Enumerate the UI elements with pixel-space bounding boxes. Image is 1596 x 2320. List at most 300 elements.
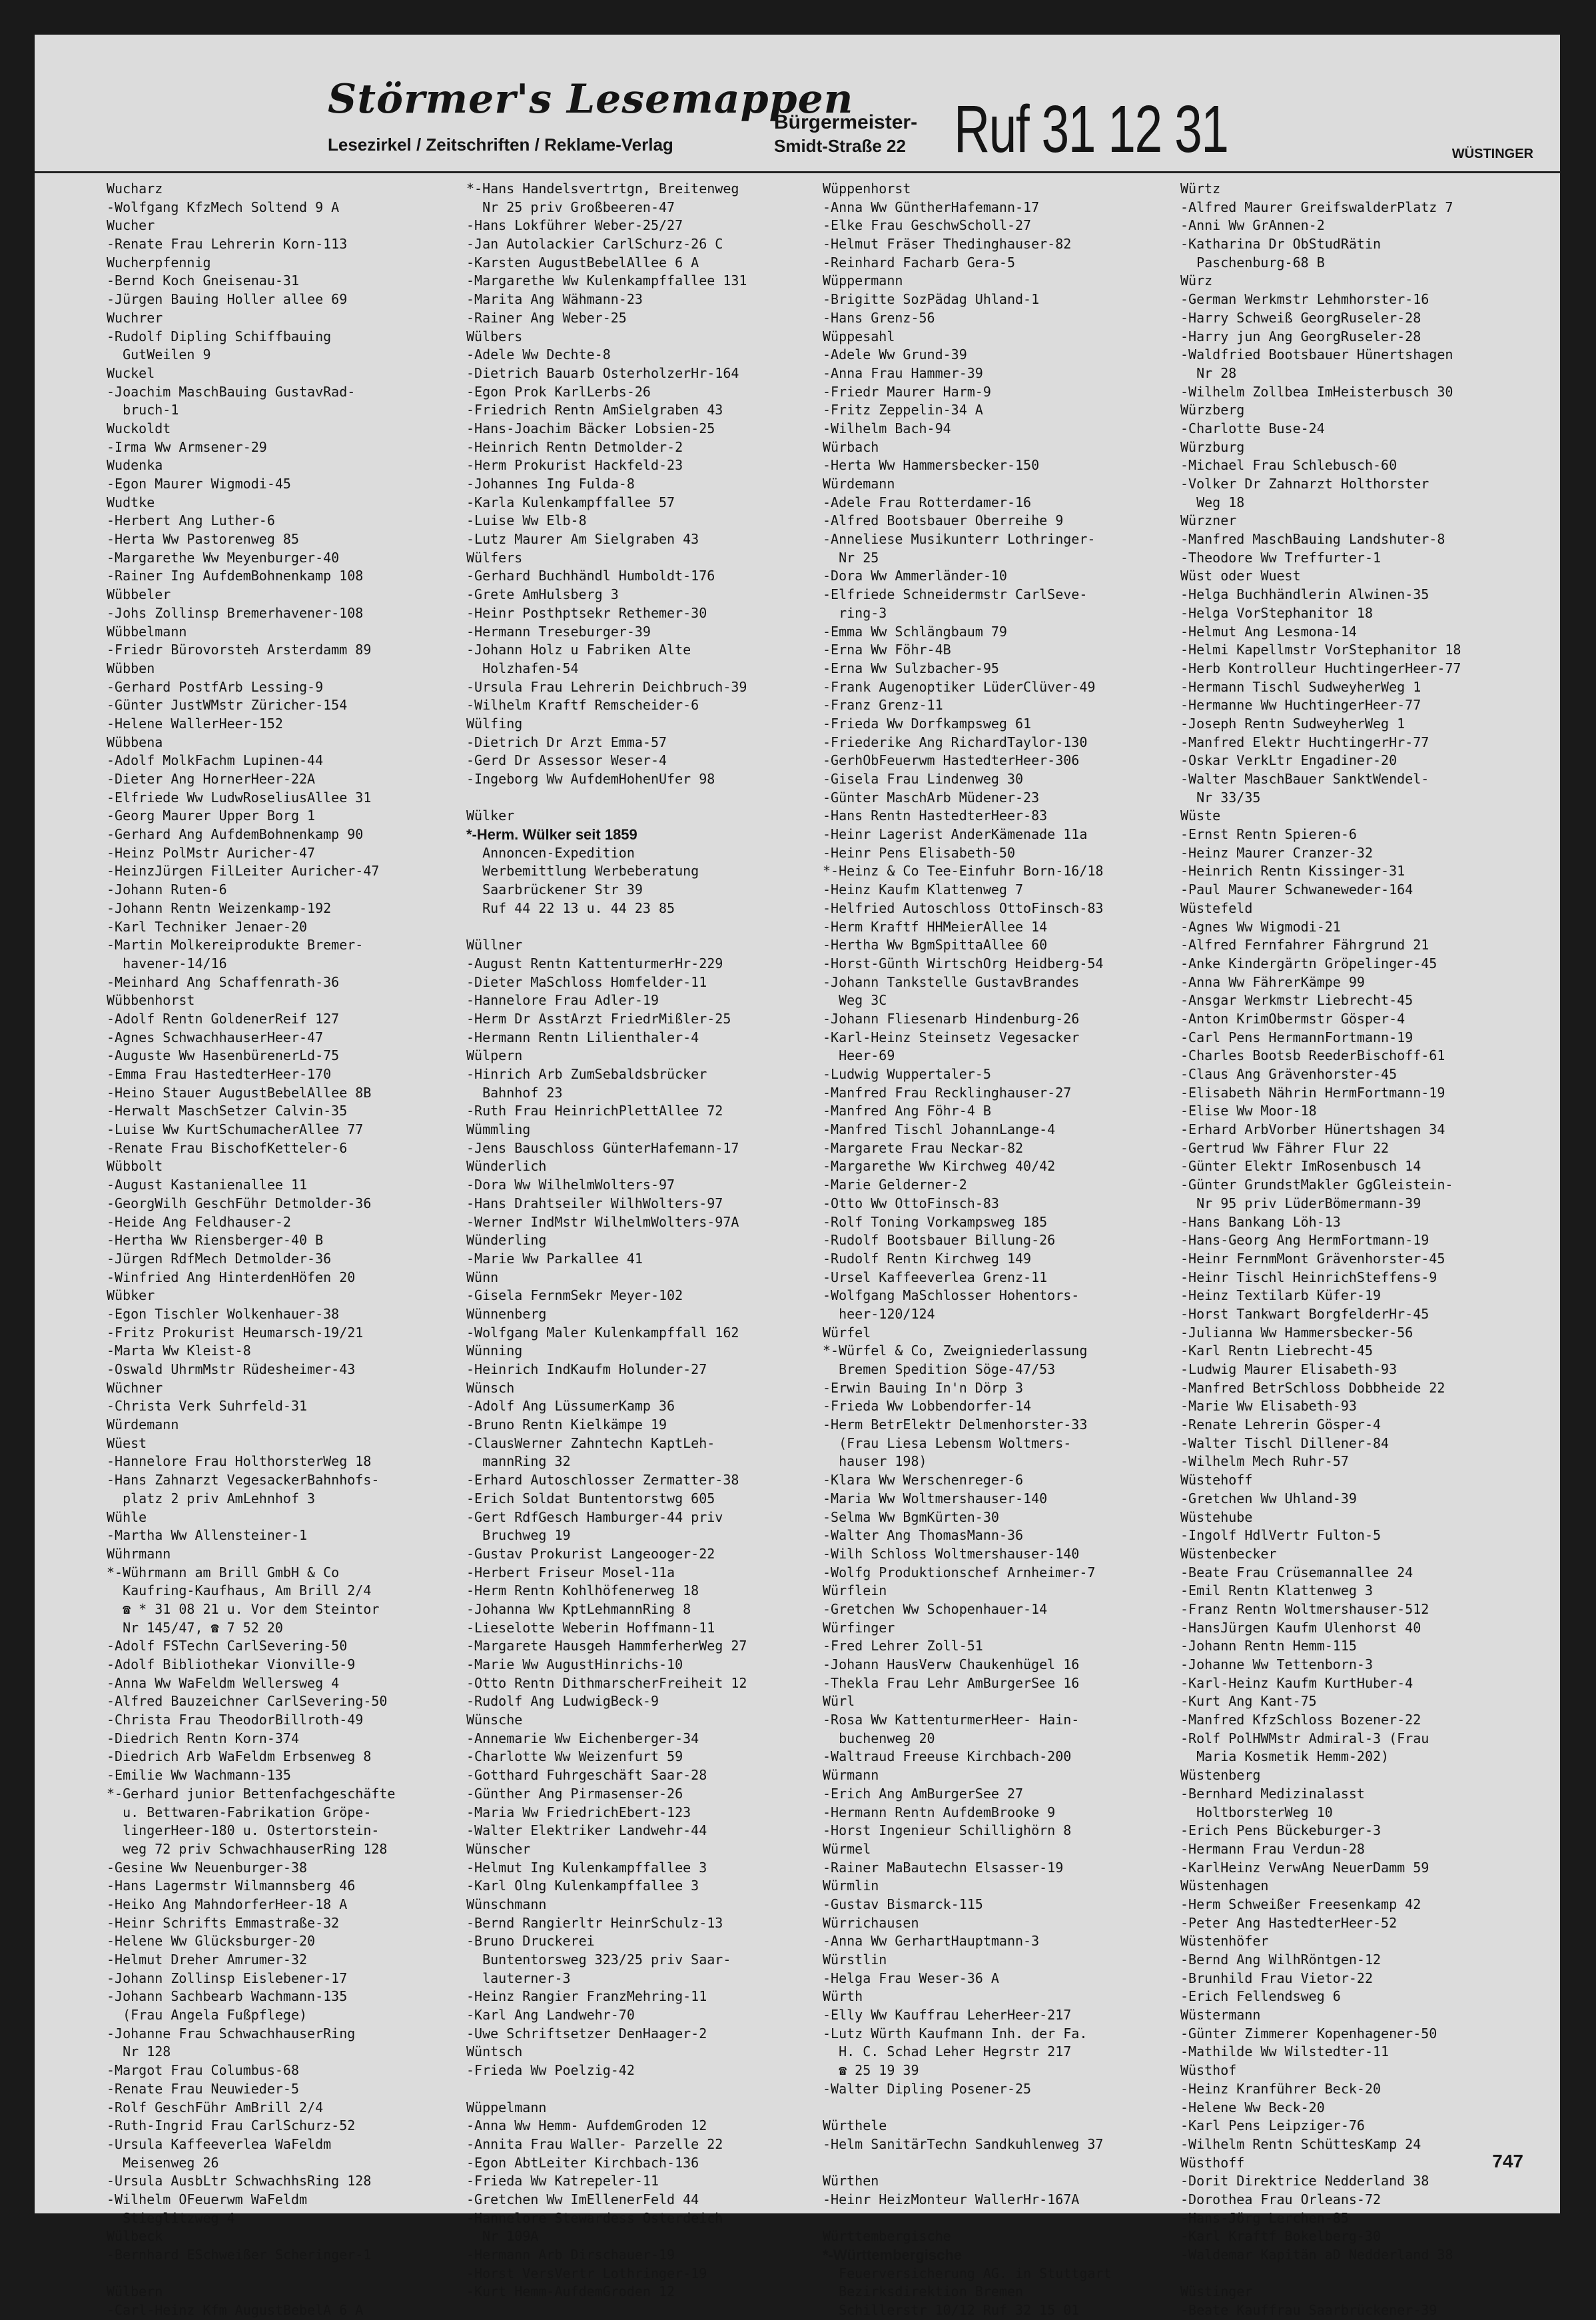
directory-entry: -Johanna Ww KptLehmannRing 8 xyxy=(466,1600,691,1617)
directory-entry: -Martha Ww Allensteiner-1 xyxy=(107,1527,308,1544)
directory-entry: -Hans Rentn HastedterHeer-83 xyxy=(823,808,1048,824)
directory-entry: -Hannelore Frau Adler-19 xyxy=(466,992,659,1009)
directory-entry: Wüppermann xyxy=(823,273,903,289)
directory-entry: -Helm SanitärTechn Sandkuhlenweg 37 xyxy=(823,2135,1104,2152)
directory-entry: -Helmut Dreher Amrumer-32 xyxy=(107,1952,308,1968)
directory-entry: -Adolf Rentn GoldenerReif 127 xyxy=(107,1010,340,1027)
directory-entry: -Egon Tischler Wolkenhauer-38 xyxy=(107,1305,340,1322)
directory-entry: -Friederike Ang RichardTaylor-130 xyxy=(823,734,1088,750)
directory-entry: -Emma Frau HastedterHeer-170 xyxy=(107,1066,332,1082)
directory-entry: -Karl Rentn Liebrecht-45 xyxy=(1180,1343,1373,1359)
directory-entry: -Erna Ww Föhr-4B xyxy=(823,642,951,658)
directory-entry: -Frieda Ww Lobbendorfer-14 xyxy=(823,1398,1032,1415)
directory-entry: Meisenweg 26 xyxy=(107,2154,219,2171)
directory-entry: -Günter GrundstMakler GgGleistein- xyxy=(1180,1177,1453,1193)
directory-entry: Wudenka xyxy=(107,457,163,474)
directory-entry: Nr 33/35 xyxy=(1180,789,1261,806)
directory-entry: -Elise Ww Moor-18 xyxy=(1180,1103,1317,1119)
directory-entry: *-Wührmann am Brill GmbH & Co xyxy=(107,1564,340,1580)
directory-entry: *-Gerhard junior Bettenfachgeschäfte xyxy=(107,1785,396,1802)
directory-entry: -Helmut Ang Lesmona-14 xyxy=(1180,623,1357,640)
directory-entry: Wübbelmann xyxy=(107,623,187,640)
directory-entry: -Otto Ww OttoFinsch-83 xyxy=(823,1195,999,1211)
directory-entry: weg 72 priv SchwachhauserRing 128 xyxy=(107,1840,388,1857)
directory-entry: buchenweg 20 xyxy=(823,1730,935,1746)
directory-entry: -Reinhard Facharb Gera-5 xyxy=(823,254,1015,271)
directory-entry: -Karl Pens Leipziger-76 xyxy=(1180,2117,1365,2134)
directory-entry: -Wolfg Produktionschef Arnheimer-7 xyxy=(823,1564,1096,1580)
directory-entry: -Oswald UhrmMstr Rüdesheimer-43 xyxy=(107,1361,356,1377)
directory-entry: -Marie Ww AugustHinrichs-10 xyxy=(466,1656,683,1672)
directory-entry: -Margarete Frau Neckar-82 xyxy=(823,1139,1024,1156)
directory-entry: -Agnes SchwachhauserHeer-47 xyxy=(107,1029,324,1045)
directory-entry: -Annita Frau Waller- Parzelle 22 xyxy=(466,2135,723,2152)
directory-entry: -Gisela Frau Lindenweg 30 xyxy=(823,771,1024,787)
directory-entry: -Marta Ww Kleist-8 xyxy=(107,1343,251,1359)
directory-entry: Würtz xyxy=(1180,181,1221,197)
directory-entry: -Frieda Ww Dorfkampsweg 61 xyxy=(823,715,1032,732)
directory-entry: Weg 18 xyxy=(1180,494,1245,510)
directory-entry: -Hertha Ww Riensberger-40 B xyxy=(107,1232,324,1249)
directory-entry: Wülbern xyxy=(107,2283,163,2300)
directory-entry: -Wilh Schloss Woltmershauser-140 xyxy=(823,1545,1080,1562)
directory-entry: Paschenburg-68 B xyxy=(1180,254,1325,271)
directory-entry: -Adolf MolkFachm Lupinen-44 xyxy=(107,752,324,769)
directory-entry: -Rudolf Ang LudwigBeck-9 xyxy=(466,1693,659,1710)
directory-entry: -ClausWerner Zahntechn KaptLeh- xyxy=(466,1435,715,1451)
directory-entry: -Helene Ww Glücksburger-20 xyxy=(107,1933,316,1950)
directory-entry: Wüstenhagen xyxy=(1180,1878,1269,1894)
directory-entry: -Rolf GeschFühr AmBrill 2/4 xyxy=(107,2099,324,2115)
directory-entry: -Anke Kindergärtn Gröpelinger-45 xyxy=(1180,955,1437,971)
directory-entry: -Rosa Ww KattenturmerHeer- Hain- xyxy=(823,1712,1080,1728)
directory-entry: -Marie Gelderner-2 xyxy=(823,1177,967,1193)
directory-entry: -Elfriede Ww LudwRoseliusAllee 31 xyxy=(107,789,372,806)
directory-entry: -Herm Rentn Kohlhöfenerweg 18 xyxy=(466,1582,699,1599)
directory-entry: Wülfing xyxy=(466,715,523,732)
directory-entry: -Renate Frau BischofKetteler-6 xyxy=(107,1139,348,1156)
directory-entry: -August Rentn KattenturmerHr-229 xyxy=(466,955,723,971)
directory-entry: mannRing 32 xyxy=(466,1453,571,1470)
directory-entry: *-Hans Handelsvertrtgn, Breitenweg xyxy=(466,181,739,197)
directory-entry: -Manfred Elektr HuchtingerHr-77 xyxy=(1180,734,1429,750)
publisher-address-line2: Smidt-Straße 22 xyxy=(774,136,906,156)
directory-entry: Wüstenbecker xyxy=(1180,1545,1277,1562)
directory-entry: -Manfred Frau Recklinghauser-27 xyxy=(823,1084,1072,1101)
directory-entry: -Georg Maurer Upper Borg 1 xyxy=(107,808,316,824)
directory-entry: -Jürgen RdfMech Detmolder-36 xyxy=(107,1250,332,1267)
directory-entry: u. Bettwaren-Fabrikation Gröpe- xyxy=(107,1804,372,1820)
directory-entry: Wüchner xyxy=(107,1379,163,1396)
directory-entry: -Franz Grenz-11 xyxy=(823,697,943,714)
directory-entry: -Gotthard Fuhrgeschäft Saar-28 xyxy=(466,1767,707,1784)
directory-entry: -Rudolf Dipling Schiffbauing xyxy=(107,328,332,344)
directory-entry: Wülfers xyxy=(466,549,523,566)
directory-entry: *-Würfel & Co, Zweigniederlassung xyxy=(823,1343,1088,1359)
directory-entry: -Luise Ww KurtSchumacherAllee 77 xyxy=(107,1121,364,1138)
directory-entry: Würzner xyxy=(1180,512,1237,529)
directory-entry: -Günter MaschArb Müdener-23 xyxy=(823,789,1040,806)
directory-entry: Heer-69 xyxy=(823,1047,895,1064)
directory-entry: -Heinz PolMstr Auricher-47 xyxy=(107,844,316,861)
directory-entry: -Johann Rentn Weizenkamp-192 xyxy=(107,899,332,916)
directory-entry: -Manfred KfzSchloss Bozener-22 xyxy=(1180,1712,1421,1728)
directory-entry: -Winfried Ang HinterdenHöfen 20 xyxy=(107,1269,356,1285)
directory-entry: Wülker xyxy=(466,808,515,824)
directory-entry: Wucherpfennig xyxy=(107,254,211,271)
directory-entry: -Egon Maurer Wigmodi-45 xyxy=(107,476,291,492)
directory-entry: -Volker Dr Zahnarzt Holthorster xyxy=(1180,476,1429,492)
directory-entry: Holzhafen-54 xyxy=(466,660,579,676)
directory-entry: -Helmi Kapellmstr VorStephanitor 18 xyxy=(1180,642,1461,658)
directory-entry: -Waltraud Freeuse Kirchbach-200 xyxy=(823,1748,1072,1765)
directory-entry: Wuckel xyxy=(107,364,155,381)
directory-entry: -Diedrich Arb WaFeldm Erbsenweg 8 xyxy=(107,1748,372,1765)
directory-entry: -Heinrich Rentn Kissinger-31 xyxy=(1180,863,1405,879)
directory-entry: -Günter Zimmerer Kopenhagener-50 xyxy=(1180,2025,1437,2041)
directory-entry: Annoncen-Expedition xyxy=(466,844,635,861)
directory-entry: -Ruth-Ingrid Frau CarlSchurz-52 xyxy=(107,2117,356,2134)
directory-entry: -Herbert Ang Luther-6 xyxy=(107,512,275,529)
directory-entry: -Bruno Druckerei xyxy=(466,1933,595,1950)
directory-entry: -Elke Frau GeschwScholl-27 xyxy=(823,217,1032,234)
directory-entry: -Christa Frau TheodorBillroth-49 xyxy=(107,1712,364,1728)
directory-entry: Wudtke xyxy=(107,494,155,510)
directory-entry: Wucharz xyxy=(107,181,163,197)
directory-entry: -Heinr Posthptsekr Rethemer-30 xyxy=(466,604,707,621)
directory-entry: -Maria Ww Woltmershauser-140 xyxy=(823,1490,1048,1506)
directory-entry: -Johannes Ing Fulda-8 xyxy=(466,476,635,492)
directory-entry: -Walter Elektriker Landwehr-44 xyxy=(466,1822,707,1839)
directory-entry: *-Württembergische xyxy=(823,2247,963,2263)
directory-entry: -Auguste Ww HasenbürenerLd-75 xyxy=(107,1047,340,1064)
directory-entry: -Hans-Joachim Bäcker Lobsien-25 xyxy=(466,420,715,436)
directory-entry: -Rudolf Rentn Kirchweg 149 xyxy=(823,1250,1032,1267)
directory-entry: Buntentorsweg 323/25 priv Saar- xyxy=(466,1952,731,1968)
directory-entry: -Diedrich Rentn Korn-374 xyxy=(107,1730,299,1746)
directory-entry: -Oskar VerkLtr Engadiner-20 xyxy=(1180,752,1397,769)
directory-entry xyxy=(466,2080,813,2099)
directory-entry: -Karl Kraftf Bokelberg-30 xyxy=(1180,2228,1382,2245)
directory-entry: -Emilie Ww Wachmann-135 xyxy=(107,1767,291,1784)
directory-entry: Wüsthoff xyxy=(1180,2154,1245,2171)
directory-entry: -Johann Fliesenarb Hindenburg-26 xyxy=(823,1010,1080,1027)
directory-entry: Würstlin xyxy=(823,1952,887,1968)
directory-entry: Wübker xyxy=(107,1287,155,1304)
directory-entry: Würthele xyxy=(823,2117,887,2134)
directory-entry: -Ursula Frau Lehrerin Deichbruch-39 xyxy=(466,678,747,695)
directory-entry: -Jens Bauschloss GünterHafemann-17 xyxy=(466,1139,739,1156)
directory-entry: -Johann Zollinsp Eislebener-17 xyxy=(107,1970,348,1986)
directory-entry: -Hermann Rentn Lilienthaler-4 xyxy=(466,1029,699,1045)
directory-entry: -Adele Ww Grund-39 xyxy=(823,346,967,363)
directory-entry: -Friedrich Rentn AmSielgraben 43 xyxy=(466,402,723,418)
directory-entry xyxy=(1180,2265,1527,2283)
directory-entry: -Waldfried Bootsbauer Hünertshagen xyxy=(1180,346,1453,363)
directory-entry: -Uwe Schriftsetzer DenHaager-2 xyxy=(466,2025,707,2041)
directory-entry: Würl xyxy=(823,1693,855,1710)
directory-entry: -Gerhard PostfArb Lessing-9 xyxy=(107,678,324,695)
directory-entry: -Elly Ww Kauffrau LeherHeer-217 xyxy=(823,2007,1072,2024)
directory-entry: -Beate Kauffrau Saarbrückener-39 xyxy=(1180,2302,1437,2319)
directory-entry: -Rainer Ing AufdemBohnenkamp 108 xyxy=(107,568,364,584)
directory-entry: Würdemann xyxy=(823,476,895,492)
directory-entry: -Hermann Arb Dirschauer-19 xyxy=(466,2247,675,2263)
directory-entry: -Beate Frau Crüsemannallee 24 xyxy=(1180,1564,1413,1580)
directory-entry: -Paul Maurer Schwaneweder-164 xyxy=(1180,881,1413,898)
directory-entry: -Anna Ww GüntherHafemann-17 xyxy=(823,199,1040,215)
directory-entry: -Karl Ang Landwehr-70 xyxy=(466,2007,635,2024)
directory-entry: Wüstenberg xyxy=(1180,1767,1261,1784)
directory-entry: -Gerhard Ang AufdemBohnenkamp 90 xyxy=(107,826,364,843)
directory-entry: -Heinr Pens Elisabeth-50 xyxy=(823,844,1015,861)
directory-entry: -Dora Ww WilhelmWolters-97 xyxy=(466,1177,675,1193)
directory-entry: -Hermann Rentn AufdemBrooke 9 xyxy=(823,1804,1056,1820)
directory-entry: -Herbert Friseur Mosel-11a xyxy=(466,1564,675,1580)
directory-entry: -Helmut Ing Kulenkampffallee 3 xyxy=(466,1859,707,1876)
directory-entry: Wübbolt xyxy=(107,1158,163,1175)
directory-entry: -Günther Ang Pirmasenser-26 xyxy=(466,1785,683,1802)
directory-entry: Schillerstr 10/12 Ruf 32 15 01 xyxy=(823,2302,1080,2319)
directory-entry: -Hans-Georg Ang HermFortmann-19 xyxy=(1180,1232,1429,1249)
directory-entry: -Erich Pens Bückeburger-3 xyxy=(1180,1822,1382,1839)
directory-entry: -Renate Frau Neuwieder-5 xyxy=(107,2080,299,2097)
directory-entry: -Alfred Fernfahrer Fährgrund 21 xyxy=(1180,937,1429,953)
directory-entry xyxy=(823,2099,1169,2117)
directory-entry: -Hans Drahtseiler WilhWolters-97 xyxy=(466,1195,723,1211)
directory-entry: -Anna Frau Hammer-39 xyxy=(823,364,983,381)
directory-entry: -Hermann Frau Verdun-28 xyxy=(1180,1840,1365,1857)
directory-entry: -Gesine Ww Neuenburger-38 xyxy=(107,1859,308,1876)
directory-entry: -Alfred Bootsbauer Oberreihe 9 xyxy=(823,512,1064,529)
directory-entry: Wünnenberg xyxy=(466,1305,547,1322)
directory-entry: -Helga Buchhändlerin Alwinen-35 xyxy=(1180,586,1429,603)
directory-entry: -Erna Ww Sulzbacher-95 xyxy=(823,660,999,676)
directory-entry: Wüppesahl xyxy=(823,328,895,344)
directory-entry: -Heinr HeizMonteur WallerHr-167A xyxy=(823,2191,1080,2207)
directory-entry: Wünsch xyxy=(466,1379,515,1396)
directory-entry: -Gretchen Ww ImEllenerFeld 44 xyxy=(466,2191,699,2207)
directory-entry: Bremen Spedition Söge-47/53 xyxy=(823,1361,1056,1377)
directory-entry: -GerhObFeuerwm HastedterHeer-306 xyxy=(823,752,1080,769)
directory-entry: Würthen xyxy=(823,2173,879,2189)
directory-entry: -Johann Holz u Fabriken Alte xyxy=(466,642,691,658)
directory-entry: Wucher xyxy=(107,217,155,234)
directory-entry: H. C. Schad Leher Hegrstr 217 xyxy=(823,2043,1072,2060)
directory-entry: -Jürgen Bauing Holler allee 69 xyxy=(107,291,348,308)
directory-entry: ☎ 25 19 39 xyxy=(823,2062,919,2079)
directory-entry: Wünning xyxy=(466,1343,523,1359)
directory-column-1 xyxy=(107,180,453,2319)
directory-entry: -Heinz Kaufm Klattenweg 7 xyxy=(823,881,1024,898)
directory-entry: -Carl Pens HermannFortmann-19 xyxy=(1180,1029,1413,1045)
directory-entry: -Heinr Schrifts Emmastraße-32 xyxy=(107,1914,340,1931)
directory-entry: -Agnes Ww Wigmodi-21 xyxy=(1180,918,1341,935)
directory-entry: -Adolf Bibliothekar Vionville-9 xyxy=(107,1656,356,1672)
directory-entry: -Hans Lagermstr Wilmannsberg 46 xyxy=(107,1878,356,1894)
directory-entry: -HeinzJürgen FilLeiter Auricher-47 xyxy=(107,863,380,879)
directory-entry: -Rainer Ang Weber-25 xyxy=(466,309,627,326)
directory-entry: -Anton KrimObermstr Gösper-4 xyxy=(1180,1010,1405,1027)
directory-entry: Würz xyxy=(1180,273,1213,289)
directory-entry: -Margarethe Ww Kirchweg 40/42 xyxy=(823,1158,1056,1175)
page-number: 747 xyxy=(1492,2151,1523,2171)
directory-entry: -Johs Zollinsp Bremerhavener-108 xyxy=(107,604,364,621)
directory-entry: Würmel xyxy=(823,1840,871,1857)
directory-entry: -Ursula Kaffeeverlea WaFeldm xyxy=(107,2135,332,2152)
directory-entry: -Wilhelm Kraftf Remscheider-6 xyxy=(466,697,699,714)
publisher-address-line1: Bürgermeister- xyxy=(774,111,918,133)
directory-entry: -Grete AmHulsberg 3 xyxy=(466,586,619,603)
directory-entry: -Gertrud Ww Fährer Flur 22 xyxy=(1180,1139,1390,1156)
directory-entry: Wübben xyxy=(107,660,155,676)
directory-entry: Wüppelmann xyxy=(466,2099,547,2115)
directory-entry: -Herm BetrElektr Delmenhorster-33 xyxy=(823,1417,1088,1433)
directory-entry: -Helene WallerHeer-152 xyxy=(107,715,283,732)
directory-entry: -Ruth Frau HeinrichPlettAllee 72 xyxy=(466,1103,723,1119)
directory-entry: -Margarethe Ww Meyenburger-40 xyxy=(107,549,340,566)
directory-entry: -Ludwig Wuppertaler-5 xyxy=(823,1066,991,1082)
directory-entry: -Herb Kontrolleur HuchtingerHeer-77 xyxy=(1180,660,1461,676)
directory-entry: -Hermann Tischl SudweyherWeg 1 xyxy=(1180,678,1421,695)
directory-entry: -Bernhard Medizinalasst xyxy=(1180,1785,1365,1802)
directory-entry: -Rolf PolHWMstr Admiral-3 (Frau xyxy=(1180,1730,1429,1746)
directory-entry: -Wilhelm Rentn SchüttesKamp 24 xyxy=(1180,2135,1421,2152)
directory-entry: -Karsten AugustBebelAllee 6 A xyxy=(466,254,699,271)
directory-entry: -Egon AbtLeiter Kirchbach-136 xyxy=(466,2154,699,2171)
directory-entry: -Heide Ang Feldhauser-2 xyxy=(107,1213,291,1230)
directory-entry: -Wilhelm Zollbea ImHeisterbusch 30 xyxy=(1180,383,1453,400)
directory-entry: -Ansgar Werkmstr Liebrecht-45 xyxy=(1180,992,1413,1009)
directory-entry: -Werner IndMstr WilhelmWolters-97A xyxy=(466,1213,739,1230)
directory-entry: -Hans Zahnarzt VegesackerBahnhofs- xyxy=(107,1472,380,1488)
directory-entry: Wüstenhöfer xyxy=(1180,1933,1269,1950)
directory-entry: lingerHeer-180 u. Ostertorstein- xyxy=(107,1822,380,1839)
directory-entry: -Dieter Ang HornerHeer-22A xyxy=(107,771,316,787)
directory-entry: -Margot Frau Columbus-68 xyxy=(107,2062,299,2079)
directory-entry: -Lieselotte Weberin Hoffmann-11 xyxy=(466,1619,715,1636)
directory-entry: -Hertha Ww BgmSpittaAllee 60 xyxy=(823,937,1048,953)
directory-entry: Würrichausen xyxy=(823,1914,919,1931)
directory-entry: -Klara Ww Werschenreger-6 xyxy=(823,1472,1024,1488)
directory-entry: -Franz Rentn Woltmershauser-512 xyxy=(1180,1600,1429,1617)
directory-entry: Wuckoldt xyxy=(107,420,171,436)
directory-entry: Würmann xyxy=(823,1767,879,1784)
directory-entry: -Mathilde Ww Wilstedter-11 xyxy=(1180,2043,1390,2060)
directory-entry: -Irma Ww Armsener-29 xyxy=(107,438,267,455)
directory-entry: -Marita Ang Wähmann-23 xyxy=(466,291,643,308)
directory-entry: -Fred Lehrer Zoll-51 xyxy=(823,1638,983,1654)
directory-entry: -Elisabeth Nährin HermFortmann-19 xyxy=(1180,1084,1445,1101)
directory-entry: Wülbers xyxy=(466,328,523,344)
directory-entry: -Helfried Autoschloss OttoFinsch-83 xyxy=(823,899,1104,916)
directory-entry: HoltborsterWeg 10 xyxy=(1180,1804,1333,1820)
directory-entry: -Hans Lokführer Weber-25/27 xyxy=(466,217,683,234)
directory-entry: -Bernd Ang WilhRöntgen-12 xyxy=(1180,1952,1382,1968)
directory-entry: -Hannelore Stewardess Osterdeich xyxy=(466,2209,723,2226)
directory-entry: -Karl-Heinz Steinsetz Vegesacker xyxy=(823,1029,1080,1045)
directory-entry: -Karla Kulenkampffallee 57 xyxy=(466,494,675,510)
directory-entry: -Ludwig Maurer Elisabeth-93 xyxy=(1180,1361,1397,1377)
directory-entry: -Selma Ww BgmKürten-30 xyxy=(823,1508,999,1525)
directory-entry: Wüstinger xyxy=(1180,2283,1253,2300)
directory-entry: -Elfriede Schneidermstr CarlSeve- xyxy=(823,586,1088,603)
directory-entry: -Wilhelm Bach-94 xyxy=(823,420,951,436)
directory-entry: -Egon Prok KarlLerbs-26 xyxy=(466,383,651,400)
directory-entry: heer-120/124 xyxy=(823,1305,935,1322)
directory-entry: -Charles Bootsb ReederBischoff-61 xyxy=(1180,1047,1445,1064)
directory-entry: -Gerd Dr Assessor Weser-4 xyxy=(466,752,667,769)
directory-entry: -Charlotte Ww Weizenfurt 59 xyxy=(466,1748,683,1765)
directory-entry: Kaufring-Kaufhaus, Am Brill 2/4 xyxy=(107,1582,372,1599)
directory-entry: -Manfred MaschBauing Landshuter-8 xyxy=(1180,531,1445,548)
directory-entry: -Johann Ruten-6 xyxy=(107,881,227,898)
directory-entry: -Heinz Rangier FranzMehring-11 xyxy=(466,1988,707,2005)
directory-entry: -Frieda Ww Poelzig-42 xyxy=(466,2062,635,2079)
directory-entry: -Horst Ingenieur Schillighörn 8 xyxy=(823,1822,1072,1839)
directory-entry: -Heiko Ang MahndorferHeer-18 A xyxy=(107,1896,348,1912)
directory-entry: -Harry jun Ang GeorgRuseler-28 xyxy=(1180,328,1421,344)
directory-entry: Wübbena xyxy=(107,734,163,750)
directory-entry: Wülbeck xyxy=(107,2228,163,2245)
directory-entry: -Heinz Maurer Cranzer-32 xyxy=(1180,844,1373,861)
directory-entry: Würfel xyxy=(823,1324,871,1341)
directory-entry: -Erich Fellendsweg 6 xyxy=(1180,1988,1341,2005)
directory-entry: Maria Kosmetik Hemm-202) xyxy=(1180,1748,1390,1765)
directory-entry: Wüsthof xyxy=(1180,2062,1237,2079)
directory-entry: -Gretchen Ww Schopenhauer-14 xyxy=(823,1600,1048,1617)
directory-entry: -Ernst Rentn Spieren-6 xyxy=(1180,826,1357,843)
directory-entry: ring-3 xyxy=(823,604,887,621)
directory-entry: Würmlin xyxy=(823,1878,879,1894)
directory-entry: -Heinr Lagerist AnderKämenade 11a xyxy=(823,826,1088,843)
directory-entry: -Lutz Maurer Am Sielgraben 43 xyxy=(466,531,699,548)
directory-entry: -Alfred Bauzeichner CarlSevering-50 xyxy=(107,1693,388,1710)
directory-entry: Würfinger xyxy=(823,1619,895,1636)
directory-entry: -Johann Sachbearb Wachmann-135 xyxy=(107,1988,348,2005)
directory-entry: Nr 95 priv LüderBömermann-39 xyxy=(1180,1195,1421,1211)
directory-entry: -Helmut Fräser Thedinghauser-82 xyxy=(823,236,1072,253)
directory-entry: Nr 128 xyxy=(107,2043,171,2060)
directory-entry: -Julianna Ww Hammersbecker-56 xyxy=(1180,1324,1413,1341)
directory-entry: GutWeilen 9 xyxy=(107,346,211,363)
directory-entry: Nr 145/47, ☎ 7 52 20 xyxy=(107,1619,283,1636)
directory-entry: lauterner-3 xyxy=(466,1970,571,1986)
directory-entry: -Margarethe Ww Kulenkampffallee 131 xyxy=(466,273,747,289)
directory-entry: -Johann Tankstelle GustavBrandes xyxy=(823,973,1080,990)
directory-entry: -Ingolf HdlVertr Fulton-5 xyxy=(1180,1527,1382,1544)
directory-entry: -Wilhelm Mech Ruhr-57 xyxy=(1180,1453,1349,1470)
directory-entry: -Heinz Textilarb Küfer-19 xyxy=(1180,1287,1382,1304)
directory-entry: -Heinz Kranführer Beck-20 xyxy=(1180,2080,1382,2097)
directory-entry: -Anna Ww Hemm- AufdemGroden 12 xyxy=(466,2117,707,2134)
directory-entry: -Fritz Prokurist Heumarsch-19/21 xyxy=(107,1324,364,1341)
directory-entry: -Johanne Frau SchwachhauserRing xyxy=(107,2025,356,2041)
directory-entry: -Wolfgang MaSchlosser Hohentors- xyxy=(823,1287,1080,1304)
directory-entry: -Rolf Toning Vorkampsweg 185 xyxy=(823,1213,1048,1230)
directory-entry: Würzburg xyxy=(1180,438,1245,455)
directory-entry: Bahnhof 23 xyxy=(466,1084,563,1101)
directory-entry: Würbach xyxy=(823,438,879,455)
directory-entry: -Kurt Hemm-AufdemGroden 12 xyxy=(466,2283,675,2300)
directory-entry: Ruf 44 22 13 u. 44 23 85 xyxy=(466,899,675,916)
directory-entry: Nr 109A xyxy=(466,2228,539,2245)
directory-entry: -Theodore Ww Treffurter-1 xyxy=(1180,549,1382,566)
directory-entry: Wuchrer xyxy=(107,309,163,326)
directory-entry: -Luise Ww Elb-8 xyxy=(466,512,587,529)
running-head: WÜSTINGER xyxy=(1451,147,1533,161)
directory-entry: -Ingeborg Ww AufdemHohenUfer 98 xyxy=(466,771,715,787)
